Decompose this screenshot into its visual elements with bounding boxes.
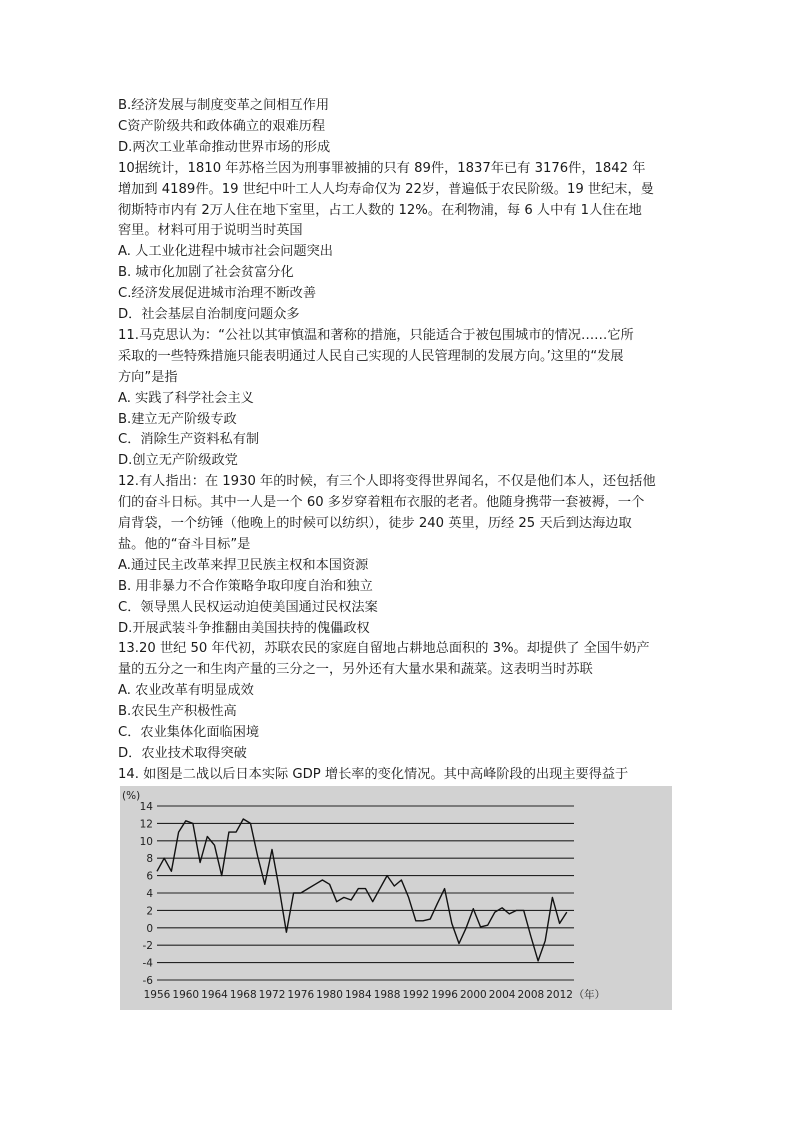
x-tick-label: 1996 xyxy=(431,989,458,1001)
x-tick-label: 1976 xyxy=(287,989,315,1001)
text-line: B.经济发展与制度变革之间相互作用 xyxy=(118,98,330,113)
y-tick-label: 0 xyxy=(146,922,153,935)
text-line: 量的五分之一和生肉产量的三分之一，另外还有大量水果和蔬菜。这表明当时苏联 xyxy=(118,662,593,678)
x-tick-label: 1968 xyxy=(229,989,257,1001)
text-line: 采取的一些特殊措施只能表明通过人民自己实现的人民管理制的发展方向。’这里的“发展 xyxy=(118,348,624,364)
y-tick-label: 12 xyxy=(139,818,153,831)
text-line: C．消除生产资料私有制 xyxy=(118,432,260,448)
text-line: A. 农业改革有明显成效 xyxy=(118,683,254,699)
text-line: 11.马克思认为：“公社以其审慎温和著称的措施，只能适合于被包围城市的情况……它所 xyxy=(118,327,634,343)
y-tick-label: 10 xyxy=(139,835,153,848)
text-line: C．农业集体化面临困境 xyxy=(118,725,260,740)
text-line: 方向”是指 xyxy=(118,369,178,385)
x-tick-label: 1988 xyxy=(373,989,401,1001)
text-line: A. 实践了科学社会主义 xyxy=(118,390,254,406)
text-line: 们的奋斗日标。其中一人是一个 60 多岁穿着粗布衣服的老者。他随身携带一套被褥，一个 xyxy=(118,495,645,511)
text-line: C资产阶级共和政体确立的艰难历程 xyxy=(118,118,326,134)
x-tick-label: 1984 xyxy=(344,989,372,1001)
text-line: 12.有人指出：在 1930 年的时候，有三个人即将变得世界闻名，不仅是他们本人，还包括他 xyxy=(118,474,656,490)
x-tick-label: 2000 xyxy=(459,989,487,1001)
y-tick-label: -6 xyxy=(142,975,153,987)
text-line: B.农民生产积极性高 xyxy=(118,704,237,720)
text-line: 肩背袋，一个纺锤（他晚上的时候可以纺织），徒步 240 英里，历经 25 天后到达海边取 xyxy=(118,516,632,531)
x-tick-label: 1964 xyxy=(201,989,228,1001)
text-line: 10据统计，1810 年苏格兰因为刑事罪被捕的只有 89件，1837年已有 3176件，1842 年 xyxy=(118,160,646,176)
gdp-growth-chart xyxy=(120,786,672,1010)
y-tick-label: 8 xyxy=(146,853,153,866)
y-tick-label: 4 xyxy=(146,888,153,900)
y-axis-unit: (%) xyxy=(122,790,141,802)
x-tick-label: 2008 xyxy=(517,989,545,1001)
x-tick-label: 1972 xyxy=(258,989,286,1001)
x-tick-label: 1960 xyxy=(172,989,200,1001)
text-line: A. 人工业化进程中城市社会问题突出 xyxy=(118,244,333,260)
text-line: D.开展武装斗争推翻由美国扶持的傀儡政权 xyxy=(118,620,370,636)
text-line: D．农业技术取得突破 xyxy=(118,745,247,761)
y-tick-label: 2 xyxy=(146,905,153,918)
y-tick-label: -2 xyxy=(142,940,153,953)
text-line: A.通过民主改革来捍卫民族主权和本国资源 xyxy=(118,557,369,573)
chart-svg xyxy=(120,786,672,1010)
text-line: 窖里。材料可用于说明当时英国 xyxy=(118,223,303,239)
text-line: C．领导黑人民权运动迫使美国通过民权法案 xyxy=(118,599,378,615)
text-line: D.两次工业革命推动世界市场的形成 xyxy=(118,139,331,155)
x-tick-label: 1980 xyxy=(316,989,343,1001)
text-line: 增加到 4189件。19 世纪中叶工人人均寿命仅为 22岁，普遍低于农民阶级。19 世纪末，曼 xyxy=(118,181,654,197)
x-tick-label: 1992 xyxy=(402,989,430,1001)
text-line: 彻斯特市内有 2万人住在地下室里，占工人数的 12%。在利物浦，每 6 人中有 1人住在地 xyxy=(118,202,642,218)
y-tick-label: -4 xyxy=(142,957,153,970)
y-tick-label: 6 xyxy=(146,870,153,883)
text-line: B.建立无产阶级专政 xyxy=(118,411,237,427)
y-tick-label: 14 xyxy=(139,801,153,813)
text-line: D.创立无产阶级政党 xyxy=(118,453,238,469)
x-tick-label: 1956 xyxy=(143,989,171,1001)
text-line: D．社会基层自治制度问题众多 xyxy=(118,307,300,322)
text-line: C.经济发展促进城市治理不断改善 xyxy=(118,286,317,302)
text-line: B. 用非暴力不合作策略争取印度自治和独立 xyxy=(118,578,373,594)
x-tick-label: 2004 xyxy=(488,989,516,1001)
text-line: 13.20 世纪 50 年代初，苏联农民的家庭自留地占耕地总面积的 3%。却提供了 全国牛奶产 xyxy=(118,641,650,657)
x-axis-unit: （年） xyxy=(573,989,606,1001)
x-tick-label: 2012 xyxy=(546,989,573,1001)
text-line: 14. 如图是二战以后日本实际 GDP 增长率的变化情况。其中高峰阶段的出现主要得益于 xyxy=(118,766,629,782)
text-line: B. 城市化加剧了社会贫富分化 xyxy=(118,265,294,281)
text-line: 盐。他的“奋斗目标”是 xyxy=(118,536,251,552)
